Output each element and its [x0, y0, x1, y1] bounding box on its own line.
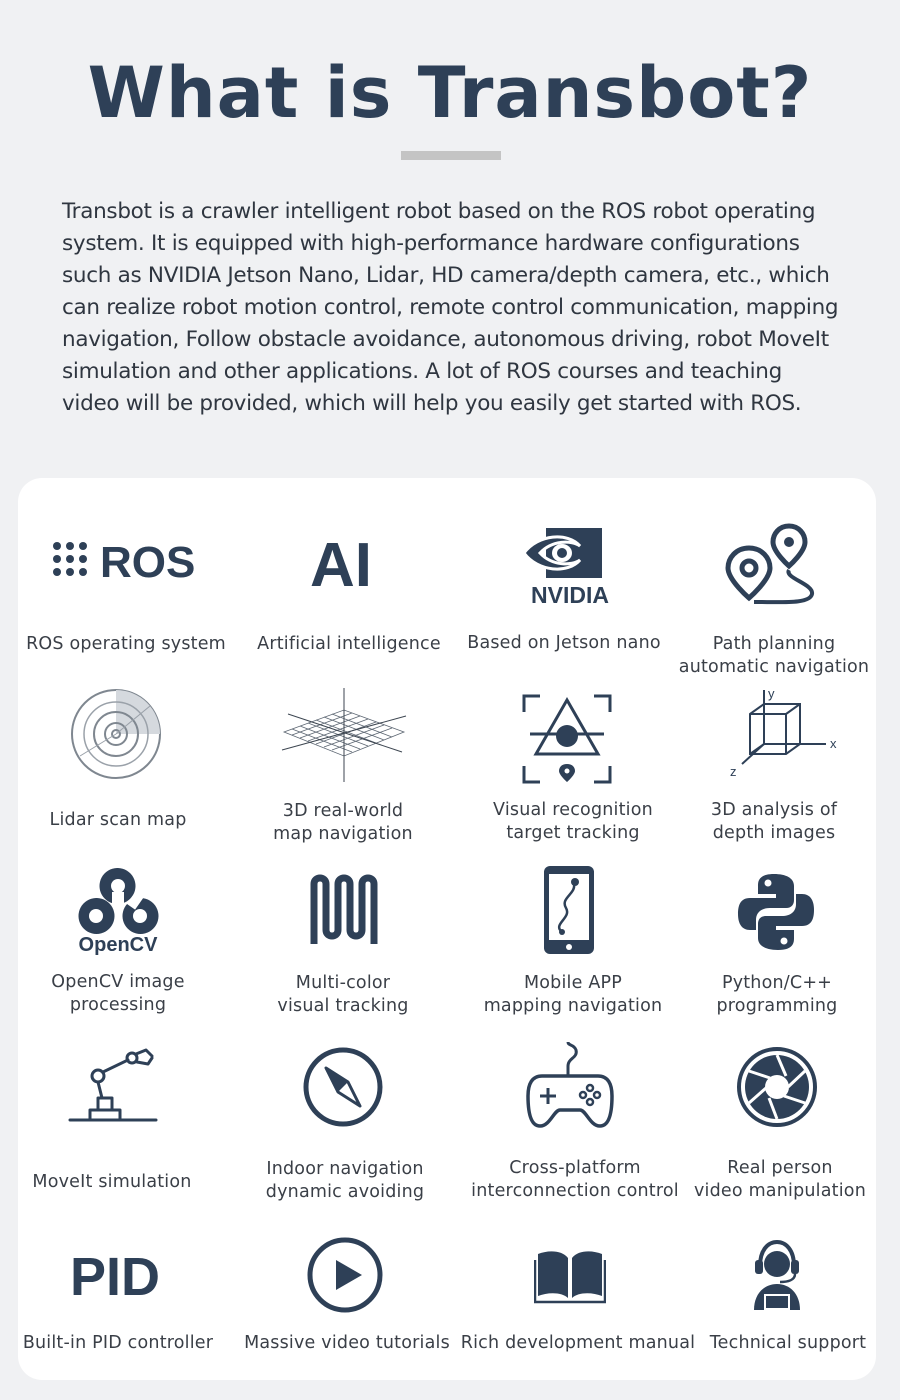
feature-label-visual-recognition: Visual recognition target tracking	[493, 800, 653, 843]
ros-logo-icon	[52, 538, 202, 588]
compass-icon	[302, 1046, 384, 1128]
feature-label-technical-support: Technical support	[709, 1333, 867, 1353]
svg-text:z: z	[730, 764, 737, 779]
feature-label-mobile-app: Mobile APP mapping navigation	[483, 973, 663, 1016]
python-logo-icon	[736, 872, 816, 952]
feature-label-opencv: OpenCV image processing	[51, 972, 185, 1015]
3d-grid-icon	[274, 682, 414, 792]
play-icon	[306, 1236, 384, 1314]
intro-paragraph: Transbot is a crawler intelligent robot based on the ROS robot operating system. It is equipped with high-performance hardware configurations such as NVIDIA Jetson Nano, Lidar, HD camera/depth camera, etc., which can realize robot motion control, remote control communication, mapping navigation, Follow obstacle avoidance, autonomous driving, robot MoveIt simulation and other applications. A lot of ROS courses and teaching video will be provided, which will help you easily get started with ROS.	[62, 199, 839, 416]
feature-label-cross-platform: Cross-platform interconnection control	[471, 1158, 679, 1201]
opencv-logo-text: OpenCV	[78, 934, 158, 956]
3d-cube-axes-icon	[718, 684, 842, 784]
feature-label-nvidia: Based on Jetson nano	[467, 633, 661, 653]
pid-text: PID	[70, 1248, 161, 1300]
map-pin-route-icon	[724, 522, 820, 608]
feature-label-real-person: Real person video manipulation	[694, 1158, 866, 1201]
title-divider	[401, 151, 501, 160]
feature-label-indoor-navigation: Indoor navigation dynamic avoiding	[265, 1159, 425, 1202]
target-tracking-icon	[522, 694, 612, 784]
feature-label-development-manual: Rich development manual	[460, 1333, 696, 1353]
support-agent-icon	[750, 1238, 804, 1312]
feature-label-lidar: Lidar scan map	[49, 810, 187, 830]
ros-logo-text: ROS	[100, 538, 196, 587]
multi-color-tracking-icon	[308, 870, 382, 948]
robot-arm-icon	[68, 1048, 160, 1124]
svg-text:x: x	[830, 736, 837, 751]
lidar-scan-icon	[68, 686, 164, 782]
feature-label-multi-color: Multi-color visual tracking	[277, 973, 409, 1016]
feature-label-ai: Artificial intelligence	[257, 634, 441, 654]
feature-label-moveit: MoveIt simulation	[32, 1172, 192, 1192]
book-icon	[534, 1248, 606, 1306]
feature-label-pid: Built-in PID controller	[22, 1333, 214, 1353]
feature-label-video-tutorials: Massive video tutorials	[244, 1333, 450, 1353]
ai-icon	[308, 534, 388, 590]
feature-label-ros: ROS operating system	[26, 634, 226, 654]
feature-label-python: Python/C++ programming	[716, 973, 838, 1016]
nvidia-logo-icon	[518, 526, 623, 606]
opencv-logo-icon	[70, 864, 170, 956]
feature-label-path-planning: Path planning automatic navigation	[678, 634, 870, 677]
feature-label-depth-images: 3D analysis of depth images	[710, 800, 838, 843]
features-card	[18, 478, 876, 1380]
page-title: What is Transbot?	[87, 52, 813, 134]
camera-aperture-icon	[736, 1046, 818, 1128]
feature-label-3d-map: 3D real-world map navigation	[273, 801, 413, 844]
mobile-app-icon	[542, 864, 596, 956]
ai-text: AI	[310, 534, 372, 590]
gamepad-icon	[524, 1040, 616, 1132]
pid-icon	[70, 1248, 166, 1300]
svg-text:y: y	[768, 686, 775, 701]
nvidia-logo-text: NVIDIA	[531, 582, 609, 606]
